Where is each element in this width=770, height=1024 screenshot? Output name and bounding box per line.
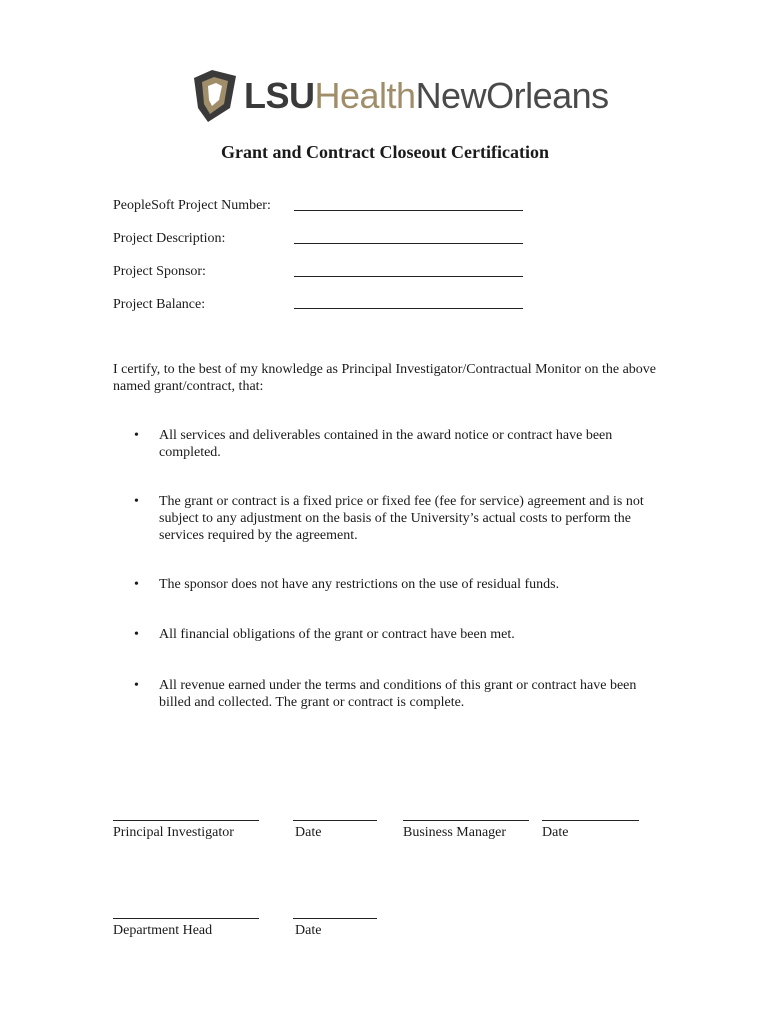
bullet-item-services: All services and deliverables contained in the award notice or contract have been completed. [159, 428, 613, 460]
bullet-item-financial-obligations: All financial obligations of the grant or contract have been met. [159, 627, 515, 642]
field-label-project-sponsor: Project Sponsor: [113, 264, 206, 279]
bullet-icon: • [134, 494, 139, 509]
label-date-3: Date [295, 923, 322, 938]
label-date-2: Date [542, 825, 569, 840]
bullet-icon: • [134, 577, 139, 592]
signature-line-date-3[interactable] [293, 918, 377, 919]
label-department-head: Department Head [113, 923, 213, 938]
field-line-project-description[interactable] [294, 243, 523, 244]
lsu-shield-logo-icon [190, 68, 238, 124]
bullet-item-fixed-price: The grant or contract is a fixed price or fixed fee (fee for service) agreement and is not subject to any adjustment on the basis of the University’s actual costs to perform the services required by the agreement. [159, 494, 644, 543]
signature-line-date-1[interactable] [293, 820, 377, 821]
logo-lsu-text: LSU [244, 75, 315, 116]
bullet-item-residual-funds: The sponsor does not have any restrictions on the use of residual funds. [159, 577, 560, 592]
field-line-project-balance[interactable] [294, 308, 523, 309]
logo-health-text: Health [314, 75, 416, 116]
signature-line-department-head[interactable] [113, 918, 259, 919]
field-label-project-balance: Project Balance: [113, 297, 206, 312]
lsu-health-logo [190, 68, 609, 124]
label-date-1: Date [295, 825, 322, 840]
field-line-project-number[interactable] [294, 210, 523, 211]
bullet-item-revenue-earned: All revenue earned under the terms and conditions of this grant or contract have been billed and collected. The grant or contract is complete. [159, 678, 637, 710]
label-principal-investigator: Principal Investigator [113, 825, 234, 840]
bullet-icon: • [134, 678, 139, 693]
signature-line-date-2[interactable] [542, 820, 639, 821]
bullet-icon: • [134, 627, 139, 642]
bullet-icon: • [134, 428, 139, 443]
signature-line-principal-investigator[interactable] [113, 820, 259, 821]
field-line-project-sponsor[interactable] [294, 276, 523, 277]
label-business-manager: Business Manager [403, 825, 507, 840]
field-label-project-number: PeopleSoft Project Number: [113, 198, 271, 213]
logo-neworleans-text: NewOrleans [415, 75, 609, 116]
logo-wordmark [244, 74, 609, 118]
certify-paragraph: I certify, to the best of my knowledge as Principal Investigator/Contractual Monitor on the above named grant/contract, that: [113, 362, 657, 394]
field-label-project-description: Project Description: [113, 231, 226, 246]
document-title: Grant and Contract Closeout Certification [221, 142, 549, 162]
signature-line-business-manager[interactable] [403, 820, 529, 821]
